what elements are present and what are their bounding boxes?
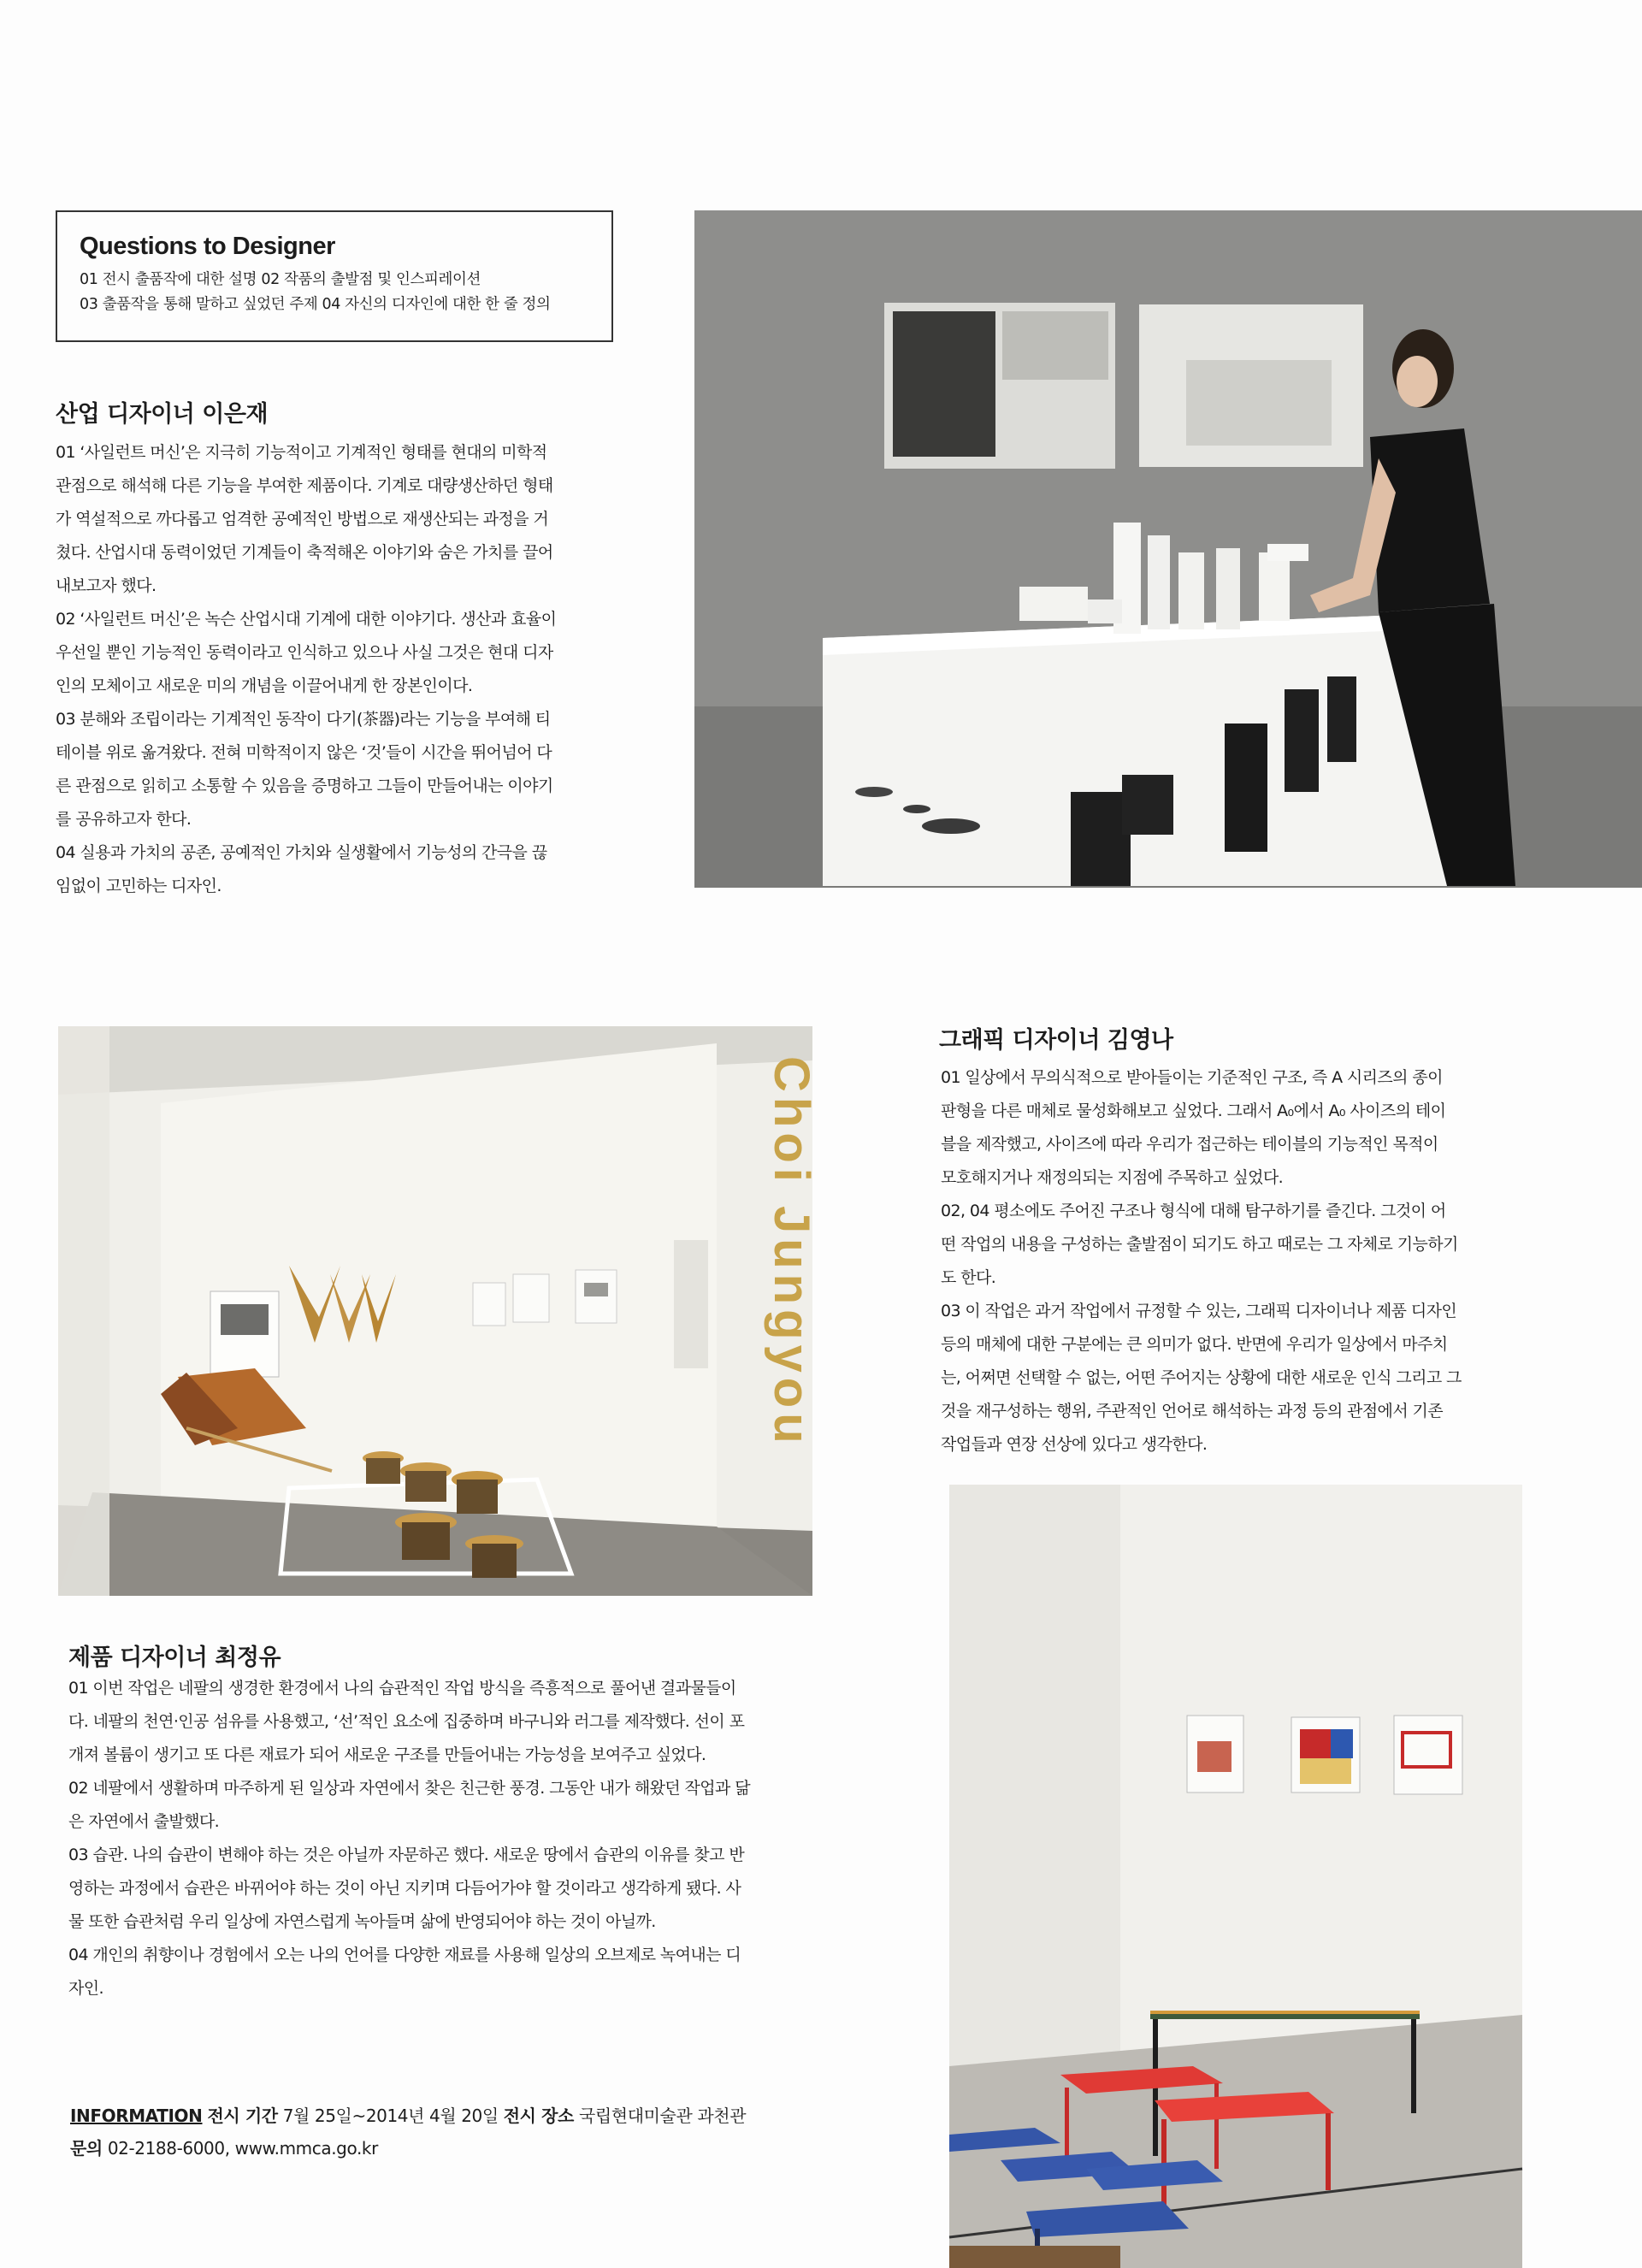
body-line: 블을 제작했고, 사이즈에 따라 우리가 접근하는 테이블의 기능적인 목적이 — [941, 1135, 1438, 1154]
questions-title: Questions to Designer — [80, 233, 335, 260]
body-line: 자인. — [68, 1979, 103, 1998]
body-line: 관점으로 해석해 다른 기능을 부여한 제품이다. 기계로 대량생산하던 형태 — [56, 476, 553, 495]
body-line: 02 네팔에서 생활하며 마주하게 된 일상과 자연에서 찾은 친근한 풍경. 그동안 내가 해왔던 작업과 닮 — [68, 1779, 750, 1798]
body-line: 른 관점으로 읽히고 소통할 수 있음을 증명하고 그들이 만들어내는 이야기 — [56, 777, 553, 795]
body-line: 임없이 고민하는 디자인. — [56, 877, 221, 895]
body-line: 우선일 뿐인 기능적인 동력이라고 인식하고 있으나 사실 그것은 현대 디자 — [56, 643, 553, 662]
body-line: 02 ‘사일런트 머신’은 녹슨 산업시대 기계에 대한 이야기다. 생산과 효율이 — [56, 610, 557, 629]
exhibition-photo-silent-machine — [694, 210, 1642, 888]
contact-label: 문의 — [70, 2138, 103, 2159]
body-line: 등의 매체에 대한 구분에는 큰 의미가 없다. 반면에 우리가 일상에서 마주치 — [941, 1335, 1448, 1354]
period-label: 전시 기간 — [207, 2106, 278, 2126]
body-line: 를 공유하고자 한다. — [56, 810, 192, 829]
venue-label: 전시 장소 — [503, 2106, 574, 2126]
body-line: 03 이 작업은 과거 작업에서 규정할 수 있는, 그래픽 디자이너나 제품 디자인 — [941, 1302, 1457, 1320]
body-line: 내보고자 했다. — [56, 576, 157, 595]
body-line: 것을 재구성하는 행위, 주관적인 언어로 해석하는 과정 등의 관점에서 기존 — [941, 1402, 1444, 1420]
body-line: 판형을 다른 매체로 물성화해보고 싶었다. 그래서 A₀에서 A₀ 사이즈의 테이 — [941, 1102, 1446, 1120]
body-line: 쳤다. 산업시대 동력이었던 기계들이 축적해온 이야기와 숨은 가치를 끌어 — [56, 543, 553, 562]
body-line: 가 역설적으로 까다롭고 엄격한 공예적인 방법으로 재생산되는 과정을 거 — [56, 510, 549, 529]
body-line: 01 일상에서 무의식적으로 받아들이는 기준적인 구조, 즉 A 시리즈의 종이 — [941, 1068, 1443, 1087]
contact-value: 02-2188-6000, www.mmca.go.kr — [107, 2138, 378, 2159]
body-line: 영하는 과정에서 습관은 바뀌어야 하는 것이 아닌 지키며 다듬어가야 할 것이라고 생각하게 됐다. 사 — [68, 1879, 741, 1898]
questions-box — [56, 210, 613, 342]
designer3-heading: 제품 디자이너 최정유 — [68, 1645, 281, 1671]
designer2-heading: 그래픽 디자이너 김영나 — [939, 1027, 1173, 1054]
designer1-heading: 산업 디자이너 이은재 — [56, 401, 269, 428]
body-line: 떤 작업의 내용을 구성하는 출발점이 되기도 하고 때로는 그 자체로 기능하기 — [941, 1235, 1458, 1254]
designer1-body — [56, 436, 671, 903]
body-line: 개져 볼륨이 생기고 또 다른 재료가 되어 새로운 구조를 만들어내는 가능성을 보여주고 싶었다. — [68, 1745, 706, 1764]
designer2-body — [941, 1061, 1625, 1462]
exhibition-photo-a-series-tables — [949, 1485, 1522, 2268]
body-line: 다. 네팔의 천연·인공 섬유를 사용했고, ‘선’적인 요소에 집중하며 바구니와 러그를 제작했다. 선이 포 — [68, 1712, 745, 1731]
body-line: 04 실용과 가치의 공존, 공예적인 가치와 실생활에서 기능성의 간극을 끊 — [56, 843, 547, 862]
body-line: 도 한다. — [941, 1268, 996, 1287]
body-line: 작업들과 연장 선상에 있다고 생각한다. — [941, 1435, 1208, 1454]
period-value: 7월 25일~2014년 4월 20일 — [282, 2106, 499, 2126]
body-line: 테이블 위로 옮겨왔다. 전혀 미학적이지 않은 ‘것’들이 시간을 뛰어넘어 다 — [56, 743, 552, 762]
information-block — [70, 2100, 746, 2165]
wall-text-choi-jungyou: Choi Jungyou — [764, 1056, 819, 1449]
body-line: 는, 어쩌면 선택할 수 없는, 어떤 주어지는 상황에 대한 새로운 인식 그리고 그 — [941, 1368, 1462, 1387]
questions-line-1: 01 전시 출품작에 대한 설명 02 작품의 출발점 및 인스피레이션 — [80, 271, 481, 288]
body-line: 02, 04 평소에도 주어진 구조나 형식에 대해 탐구하기를 즐긴다. 그것이 어 — [941, 1202, 1446, 1220]
body-line: 03 습관. 나의 습관이 변해야 하는 것은 아닐까 자문하곤 했다. 새로운 땅에서 습관의 이유를 찾고 반 — [68, 1846, 745, 1864]
body-line: 01 이번 작업은 네팔의 생경한 환경에서 나의 습관적인 작업 방식을 즉흥적으로 풀어낸 결과물들이 — [68, 1679, 736, 1698]
questions-line-2: 03 출품작을 통해 말하고 싶었던 주제 04 자신의 디자인에 대한 한 줄 정의 — [80, 296, 551, 313]
body-line: 물 또한 습관처럼 우리 일상에 자연스럽게 녹아들며 삶에 반영되어야 하는 것이 아닐까. — [68, 1912, 656, 1931]
body-line: 04 개인의 취향이나 경험에서 오는 나의 언어를 다양한 재료를 사용해 일상의 오브제로 녹여내는 디 — [68, 1946, 741, 1964]
body-line: 03 분해와 조립이라는 기계적인 동작이 다기(茶器)라는 기능을 부여해 티 — [56, 710, 551, 729]
body-line: 인의 모체이고 새로운 미의 개념을 이끌어내게 한 장본인이다. — [56, 676, 473, 695]
venue-value: 국립현대미술관 과천관 — [578, 2106, 747, 2126]
information-label: INFORMATION — [70, 2106, 203, 2126]
body-line: 01 ‘사일런트 머신’은 지극히 기능적이고 기계적인 형태를 현대의 미학적 — [56, 443, 547, 462]
information-line-2 — [70, 2132, 746, 2165]
body-line: 모호해지거나 재정의되는 지점에 주목하고 싶었다. — [941, 1168, 1284, 1187]
body-line: 은 자연에서 출발했다. — [68, 1812, 220, 1831]
exhibition-photo-choi-jungyou — [58, 1026, 819, 1596]
information-line-1 — [70, 2100, 746, 2132]
designer3-body — [68, 1672, 889, 2005]
